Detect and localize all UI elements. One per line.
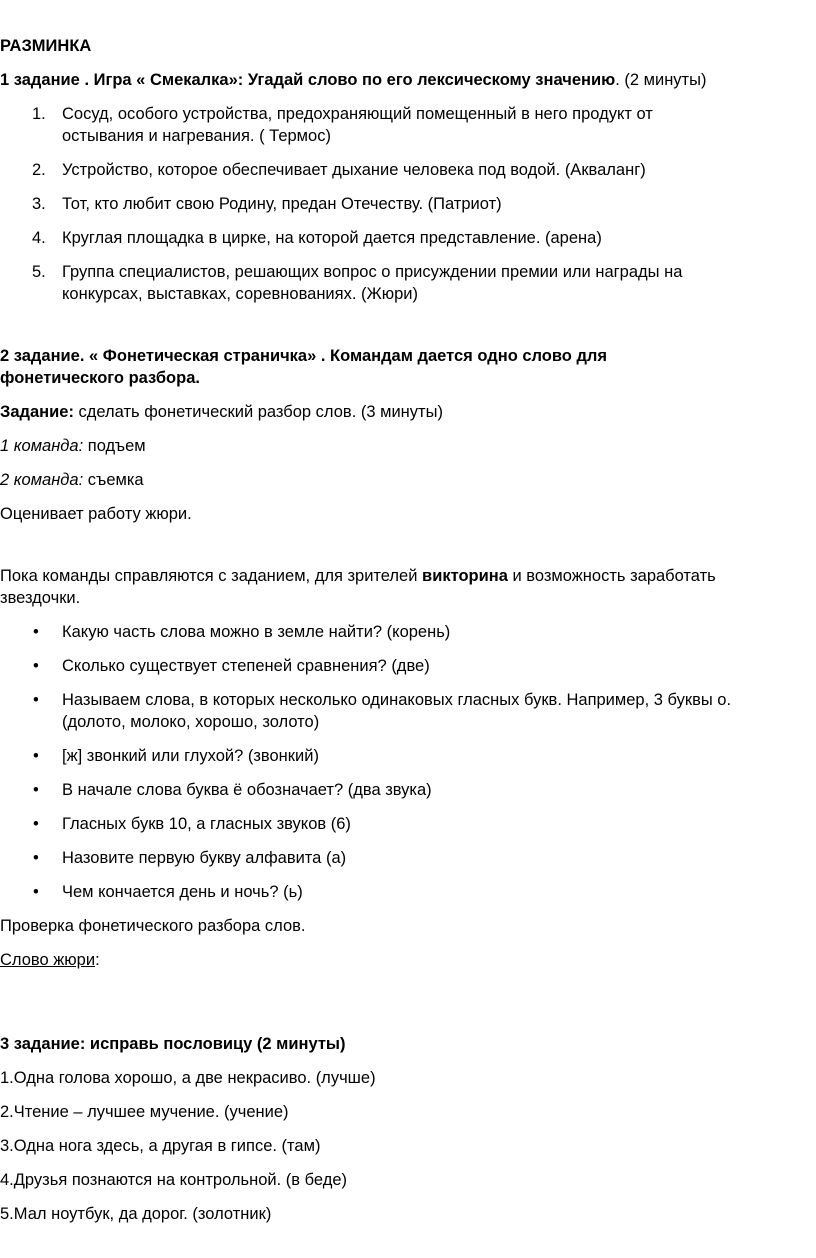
list-item (0, 689, 816, 733)
list-item (0, 193, 816, 215)
list-item (0, 813, 816, 835)
task2-text: сделать фонетический разбор слов. (3 минуты) (73, 403, 443, 421)
task1-heading (0, 69, 816, 91)
jury-word-line (0, 949, 816, 971)
proverb-item: 2.Чтение – лучшее мучение. (учение) (0, 1103, 289, 1121)
list-text: Гласных букв 10, а гласных звуков (6) (62, 815, 351, 833)
proverb-item: 1.Одна голова хорошо, а две некрасиво. (лучше) (0, 1069, 376, 1087)
quiz-intro (0, 565, 816, 587)
warmup-heading: РАЗМИНКА (0, 37, 92, 55)
bullet-icon: • (33, 781, 39, 799)
bullet-icon: • (33, 657, 39, 675)
bullet-icon: • (33, 747, 39, 765)
list-item (0, 103, 816, 147)
list-text: Устройство, которое обеспечивает дыхание человека под водой. (Акваланг) (62, 161, 646, 179)
quiz-intro-text-after: и возможность заработать (507, 567, 716, 585)
jury-word: Слово жюри (0, 951, 96, 969)
list-item (0, 655, 816, 677)
list-number: 2. (32, 161, 46, 179)
team1-line (0, 435, 816, 457)
list-text: Сколько существует степеней сравнения? (две) (62, 657, 430, 675)
list-text: Круглая площадка в цирке, на которой дается представление. (арена) (62, 229, 602, 247)
list-item (0, 261, 816, 305)
task2-title-line2: фонетического разбора. (0, 369, 200, 387)
list-text: Чем кончается день и ночь? (ь) (62, 883, 303, 901)
task1-time: . (2 минуты) (615, 71, 707, 89)
list-number: 4. (32, 229, 46, 247)
team2-label: 2 команда: (0, 471, 84, 489)
quiz-intro-bold: викторина (422, 567, 508, 585)
list-number: 1. (32, 105, 46, 123)
jury-colon: : (95, 951, 100, 969)
quiz-intro-text: Пока команды справляются с заданием, для зрителей (0, 567, 423, 585)
list-item (0, 159, 816, 181)
list-text: остывания и нагревания. ( Термос) (62, 127, 331, 145)
document-page (0, 35, 816, 1225)
team2-word: съемка (83, 471, 144, 489)
quiz-intro-line2: звездочки. (0, 589, 81, 607)
list-number: 3. (32, 195, 46, 213)
bullet-icon: • (33, 691, 39, 709)
proverb-item: 5.Мал ноутбук, да дорог. (золотник) (0, 1205, 272, 1223)
bullet-icon: • (33, 849, 39, 867)
check-text: Проверка фонетического разбора слов. (0, 917, 306, 935)
list-number: 5. (32, 263, 46, 281)
bullet-icon: • (33, 815, 39, 833)
list-item (0, 227, 816, 249)
list-item (0, 745, 816, 767)
list-text: Называем слова, в которых несколько одинаковых гласных букв. Например, 3 буквы о. (62, 691, 732, 709)
team1-label: 1 команда: (0, 437, 84, 455)
task1-title: 1 задание . Игра « Смекалка»: Угадай слово по его лексическому значению (0, 71, 616, 89)
bullet-icon: • (33, 623, 39, 641)
proverb-item: 4.Друзья познаются на контрольной. (в беде) (0, 1171, 348, 1189)
team2-line (0, 469, 816, 491)
task2-label: Задание: (0, 403, 74, 421)
list-text: Назовите первую букву алфавита (а) (62, 849, 347, 867)
list-text: Тот, кто любит свою Родину, предан Отечеству. (Патриот) (62, 195, 502, 213)
list-item (0, 621, 816, 643)
list-text: Какую часть слова можно в земле найти? (корень) (62, 623, 451, 641)
list-item (0, 779, 816, 801)
list-text: (долото, молоко, хорошо, золото) (62, 713, 320, 731)
task2-title-line1: 2 задание. « Фонетическая страничка» . Командам дается одно слово для (0, 347, 608, 365)
jury-note: Оценивает работу жюри. (0, 505, 192, 523)
list-text: конкурсах, выставках, соревнованиях. (Жюри) (62, 285, 418, 303)
list-text: В начале слова буква ё обозначает? (два звука) (62, 781, 432, 799)
list-text: Группа специалистов, решающих вопрос о присуждении премии или награды на (62, 263, 683, 281)
task3-title: 3 задание: исправь пословицу (2 минуты) (0, 1035, 346, 1053)
bullet-icon: • (33, 883, 39, 901)
task2-assignment (0, 401, 816, 423)
list-text: Сосуд, особого устройства, предохраняющий помещенный в него продукт от (62, 105, 653, 123)
list-text: [ж] звонкий или глухой? (звонкий) (62, 747, 319, 765)
list-item (0, 881, 816, 903)
list-item (0, 847, 816, 869)
team1-word: подъем (83, 437, 146, 455)
proverb-item: 3.Одна нога здесь, а другая в гипсе. (там) (0, 1137, 321, 1155)
